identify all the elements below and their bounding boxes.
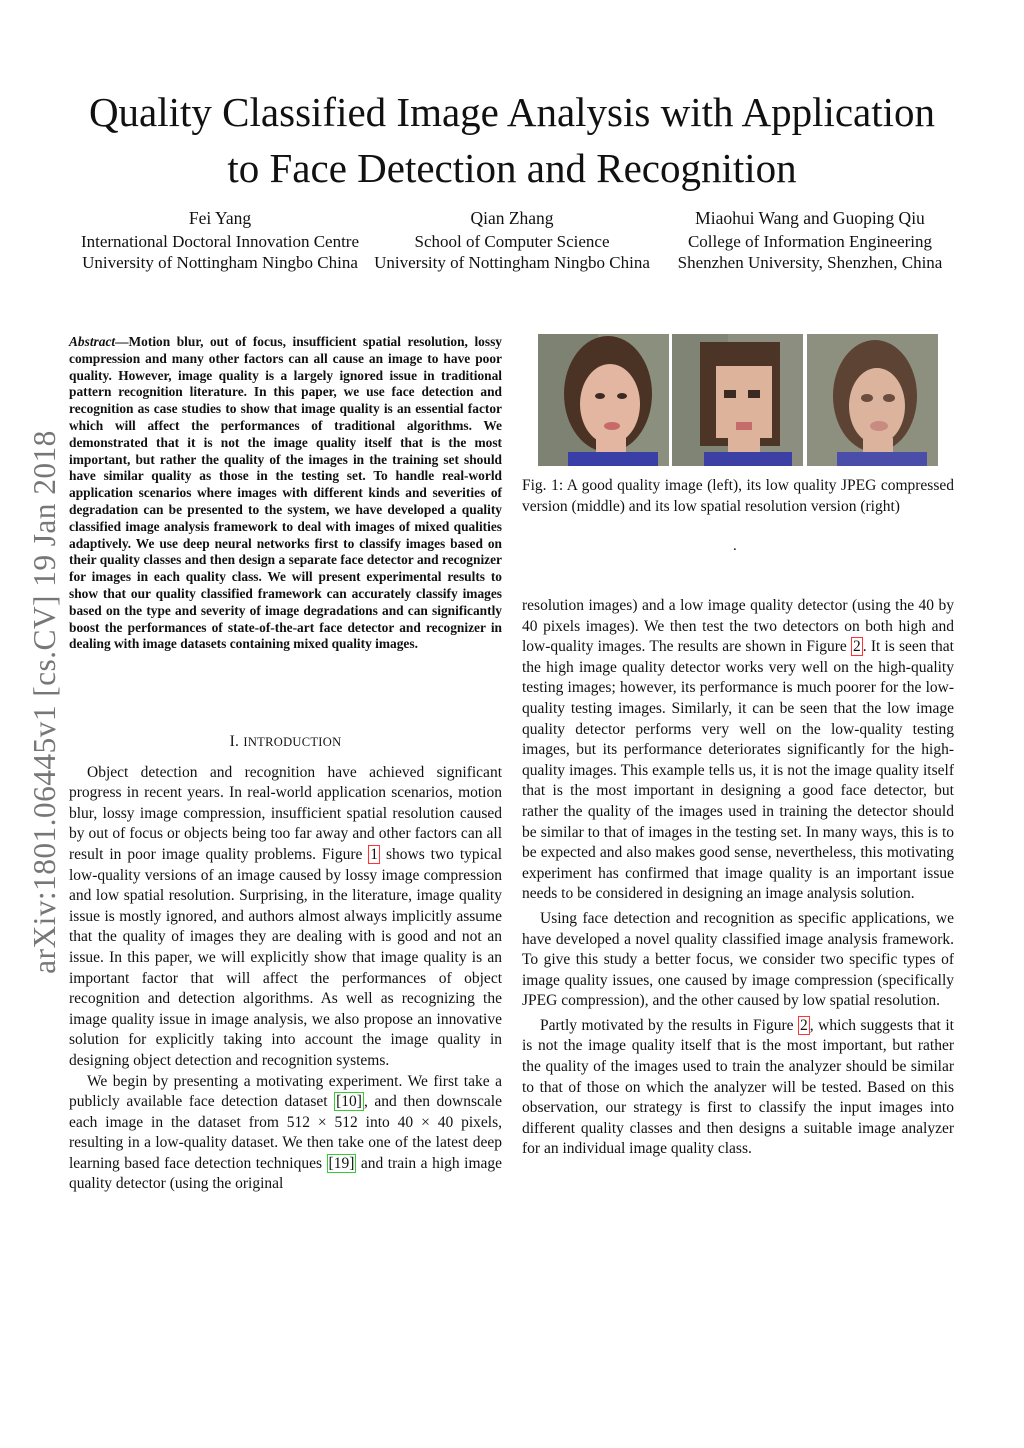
right-paragraph-2: Using face detection and recognition as specific applications, we have developed a novel quality classified image analysis framework. To give this study a better focus, we consider two specific types of image quality issues, one caused by image compression (specifically JPEG compression), and the other caused by low spatial resolution. [522,909,954,1010]
abstract-text: —Motion blur, out of focus, insufficient spatial resolution, lossy compression and many other factors can all cause an image to have poor quality. However, image quality is a largely ignored issue in traditional pattern recognition literature. In this paper, we use face detection and recognition as case studies to show that image quality is an essential factor which will affect the performances of traditional algorithms. We demonstrated that it is not the image quality itself that is the most important, but rather the quality of the images in the training set should have similar quality as those in the testing set. To handle real-world application scenarios where images with different kinds and severities of degradation can be presented to the system, we have developed a quality classified image analysis framework to deal with images of mixed qualities adaptively. We use deep neural networks first to classify images based on their quality classes and then design a separate face detector and recognizer for images in each quality class. We will present experimental results to show that our quality classified framework can accurately classify images based on the type and severity of image degradations and can significantly boost the performances of state-of-the-art face detector and recognizer in dealing with image datasets containing mixed quality images. [69,334,502,652]
text-run: Object detection and recognition have achieved significant progress in recent years. In real-world application scenarios, motion blur, lossy image compression, insufficient spatial resolution caused by out of focus or objects being too far away and other factors can all result in poor image quality problems. Figure [69,763,502,863]
author-block-2 [368,208,656,274]
author-affiliation: University of Nottingham Ningbo China [82,253,358,272]
figure-2-link[interactable]: 2 [853,638,861,656]
citation-10-link[interactable]: [10] [336,1093,362,1111]
author-block-3 [660,208,960,274]
title-line-1: Quality Classified Image Analysis with Application [88,89,936,135]
text-run: resolution images) and a low image quality detector (using the 40 by 40 pixels images). We then test the two detectors on both high and low-quality images. The results are shown in Figure [522,597,954,656]
author-affiliation: Shenzhen University, Shenzhen, China [677,253,943,272]
abstract-label: Abstract [69,334,116,349]
intro-paragraph-1 [69,763,502,1072]
left-column-body [69,732,502,1195]
text-run: shows two typical low-quality versions of an image caused by lossy image compression and low spatial resolution. Surprising, in the literature, image quality issue is mostly ignored, and authors almost always implicitly assume that the quality of images they are dealing with is good and not an issue. In this paper, we will explicitly show that image quality is an important factor that will affect the performances of object recognition and detection algorithms. As well as recognizing the image quality issue in image analysis, we also propose an innovative solution for explicitly taking into account the image quality in designing object detection and recognition systems. [69,845,502,1069]
author-affiliation: International Doctoral Innovation Centre [80,231,360,251]
face-image-low-resolution [807,334,938,466]
figure-2-link[interactable]: 2 [800,1016,808,1034]
author-affiliation: College of Information Engineering [687,231,933,251]
right-paragraph-1 [522,596,954,905]
citation-19-link[interactable]: [19] [328,1154,355,1172]
figure-1-link[interactable]: 1 [370,845,379,863]
text-run: and train a high image quality detector (using the original [69,1154,503,1193]
section-title: INTRODUCTION [243,735,342,749]
author-affiliation: School of Computer Science [414,231,610,251]
text-run: , which suggests that it is not the image quality itself that is the most important, but rather the quality of the images used to train the analyzer should be similar to that of those on which the analyzer will be tested. Based on this observation, our strategy is first to classify the input images into different quality classes and then designs a suitable image analyzer for an individual image quality class. [522,1016,954,1158]
author-block-1 [60,208,380,274]
intro-paragraph-2 [69,1072,502,1196]
right-paragraph-3 [522,1016,954,1160]
figure-1-caption: Fig. 1: A good quality image (left), its low quality JPEG compressed version (middle) and its low spatial resolution version (right) [522,477,954,515]
right-column-body [522,596,954,1160]
paper-title [60,84,964,196]
face-image-jpeg-compressed [672,334,803,466]
text-run: Partly motivated by the results in Figure [540,1016,799,1034]
arxiv-identifier: arXiv:1801.06445v1 [cs.CV] 19 Jan 2018 [27,430,62,974]
author-name: Miaohui Wang and Guoping Qiu [695,208,925,228]
face-image-good-quality [538,334,669,466]
section-number: I. [229,733,244,750]
title-line-2: to Face Detection and Recognition [227,145,797,191]
author-name: Fei Yang [188,208,252,228]
text-run: . It is seen that the high image quality detector works very well on the high-quality testing images; however, its performance is much poorer for the low-quality testing images. Similarly, it can be seen that the low image quality detector performs very well on the low-quality testing images, but its performance deteriorates significantly for the high-quality images. This example tells us, it is not the image quality itself that is the most important in designing a good face detector, but rather the quality of the images used in training the detector should be similar to that of images in the testing set. In many ways, this is to be expected and also makes good sense, nevertheless, this motivating experiment has confirmed that image quality is an important issue needs to be considered in designing an image analysis solution. [522,638,954,903]
author-name: Qian Zhang [470,208,554,228]
text-run: We begin by presenting a motivating experiment. We first take a publicly available face detection dataset [69,1072,502,1111]
section-heading [69,732,502,753]
author-affiliation: University of Nottingham Ningbo China [374,253,650,272]
text-run: , and then downscale each image in the dataset from 512 × 512 into 40 × 40 pixels, resulting in a low-quality dataset. We then take one of the latest deep learning based face detection techniques [69,1093,502,1172]
abstract [69,334,502,653]
figure-1-images [538,334,938,466]
caption-trailing-dot: . [733,538,737,554]
